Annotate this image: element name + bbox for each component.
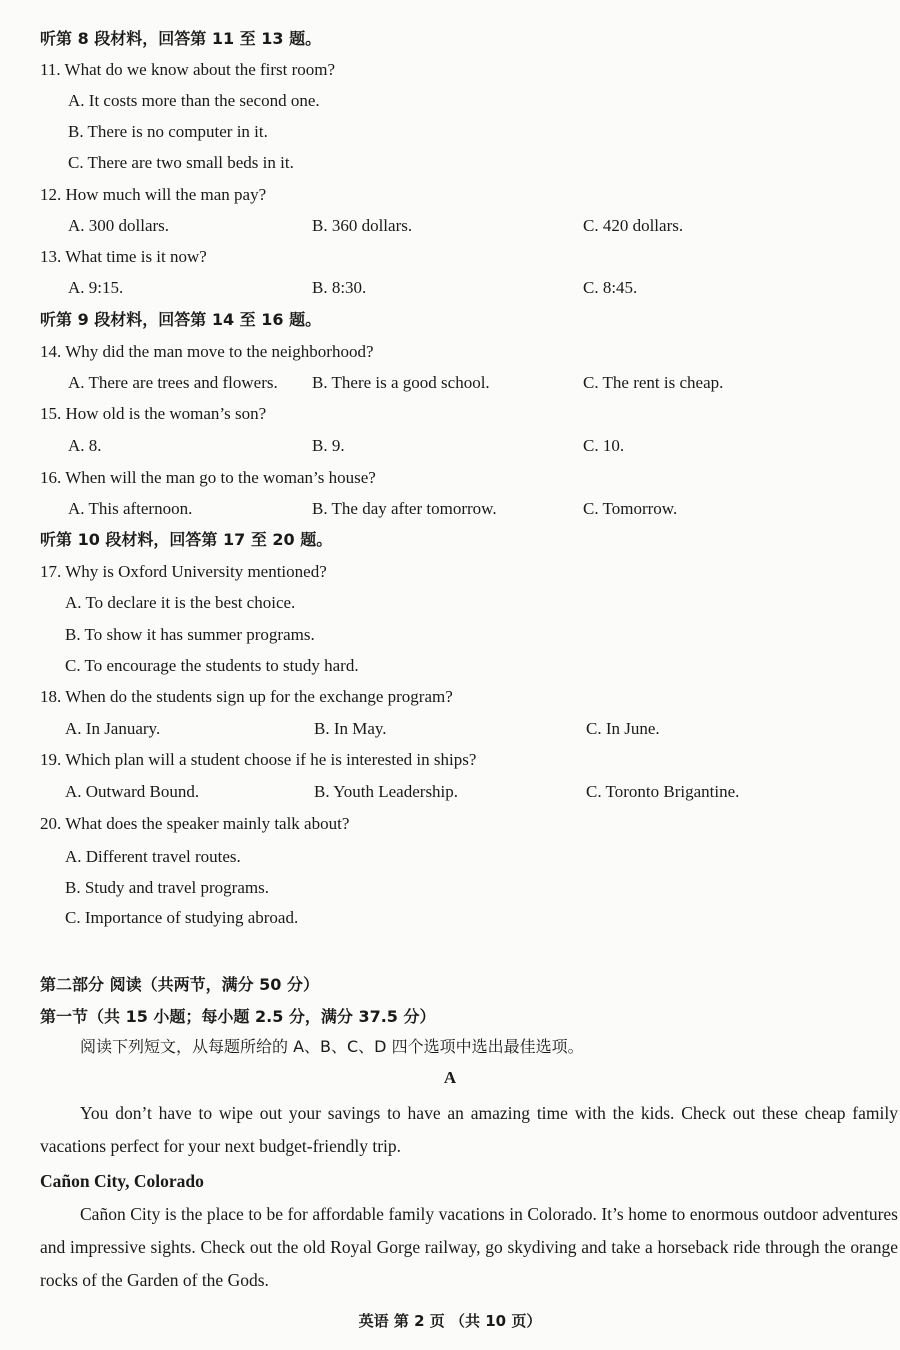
group-heading-8: 听第 8 段材料，回答第 11 至 13 题。 <box>40 29 322 48</box>
passage-label: A <box>443 1068 457 1087</box>
question-15: 15. How old is the woman’s son? <box>40 404 267 423</box>
question-16: 16. When will the man go to the woman’s house? <box>40 468 376 487</box>
option-19-a: A. Outward Bound. <box>65 782 200 801</box>
question-19: 19. Which plan will a student choose if he is interested in ships? <box>40 750 477 769</box>
option-12-b: B. 360 dollars. <box>312 216 413 235</box>
question-18: 18. When do the students sign up for the exchange program? <box>40 687 453 706</box>
option-17-b: B. To show it has summer programs. <box>65 625 315 644</box>
option-12-c: C. 420 dollars. <box>583 216 684 235</box>
option-13-a: A. 9:15. <box>68 278 124 297</box>
option-15-a: A. 8. <box>68 436 102 455</box>
option-12-a: A. 300 dollars. <box>68 216 170 235</box>
option-19-c: C. Toronto Brigantine. <box>586 782 740 801</box>
group-heading-9: 听第 9 段材料，回答第 14 至 16 题。 <box>40 310 322 329</box>
place-title: Cañon City, Colorado <box>40 1171 204 1191</box>
option-20-c: C. Importance of studying abroad. <box>65 908 299 927</box>
question-14: 14. Why did the man move to the neighborhood? <box>40 342 374 361</box>
option-14-a: A. There are trees and flowers. <box>68 373 278 392</box>
question-13: 13. What time is it now? <box>40 247 207 266</box>
passage-intro: You don’t have to wipe out your savings to have an amazing time with the kids. Check out these cheap family vacations perfect for your next budget-friendly trip. <box>40 1103 898 1156</box>
part-heading: 第二部分 阅读（共两节，满分 50 分） <box>40 975 319 994</box>
option-20-a: A. Different travel routes. <box>65 847 241 866</box>
question-12: 12. How much will the man pay? <box>40 185 267 204</box>
place-paragraph: Cañon City is the place to be for affordable family vacations in Colorado. It’s home to enormous outdoor adventures and impressive sights. Check out the old Royal Gorge railway, go skydiving and take a horseback ride through the orange rocks of the Garden of the Gods. <box>40 1204 898 1290</box>
option-14-b: B. There is a good school. <box>312 373 490 392</box>
question-17: 17. Why is Oxford University mentioned? <box>40 562 327 581</box>
question-11: 11. What do we know about the first room? <box>40 60 336 79</box>
page-footer: 英语 第 2 页 （共 10 页） <box>358 1312 542 1330</box>
option-13-b: B. 8:30. <box>312 278 367 297</box>
option-11-c: C. There are two small beds in it. <box>68 153 294 172</box>
option-17-c: C. To encourage the students to study hard. <box>65 656 359 675</box>
option-16-b: B. The day after tomorrow. <box>312 499 497 518</box>
question-20: 20. What does the speaker mainly talk about? <box>40 814 350 833</box>
option-14-c: C. The rent is cheap. <box>583 373 724 392</box>
option-19-b: B. Youth Leadership. <box>314 782 459 801</box>
option-15-c: C. 10. <box>583 436 625 455</box>
group-heading-10: 听第 10 段材料，回答第 17 至 20 题。 <box>40 530 333 549</box>
option-13-c: C. 8:45. <box>583 278 638 297</box>
option-17-a: A. To declare it is the best choice. <box>65 593 296 612</box>
option-18-b: B. In May. <box>314 719 387 738</box>
option-11-b: B. There is no computer in it. <box>68 122 268 141</box>
section-heading: 第一节（共 15 小题；每小题 2.5 分，满分 37.5 分） <box>40 1007 436 1026</box>
option-18-c: C. In June. <box>586 719 660 738</box>
option-16-a: A. This afternoon. <box>68 499 193 518</box>
option-15-b: B. 9. <box>312 436 345 455</box>
option-16-c: C. Tomorrow. <box>583 499 678 518</box>
reading-instruction: 阅读下列短文，从每题所给的 A、B、C、D 四个选项中选出最佳选项。 <box>80 1037 584 1056</box>
option-18-a: A. In January. <box>65 719 161 738</box>
option-11-a: A. It costs more than the second one. <box>68 91 320 110</box>
option-20-b: B. Study and travel programs. <box>65 878 269 897</box>
